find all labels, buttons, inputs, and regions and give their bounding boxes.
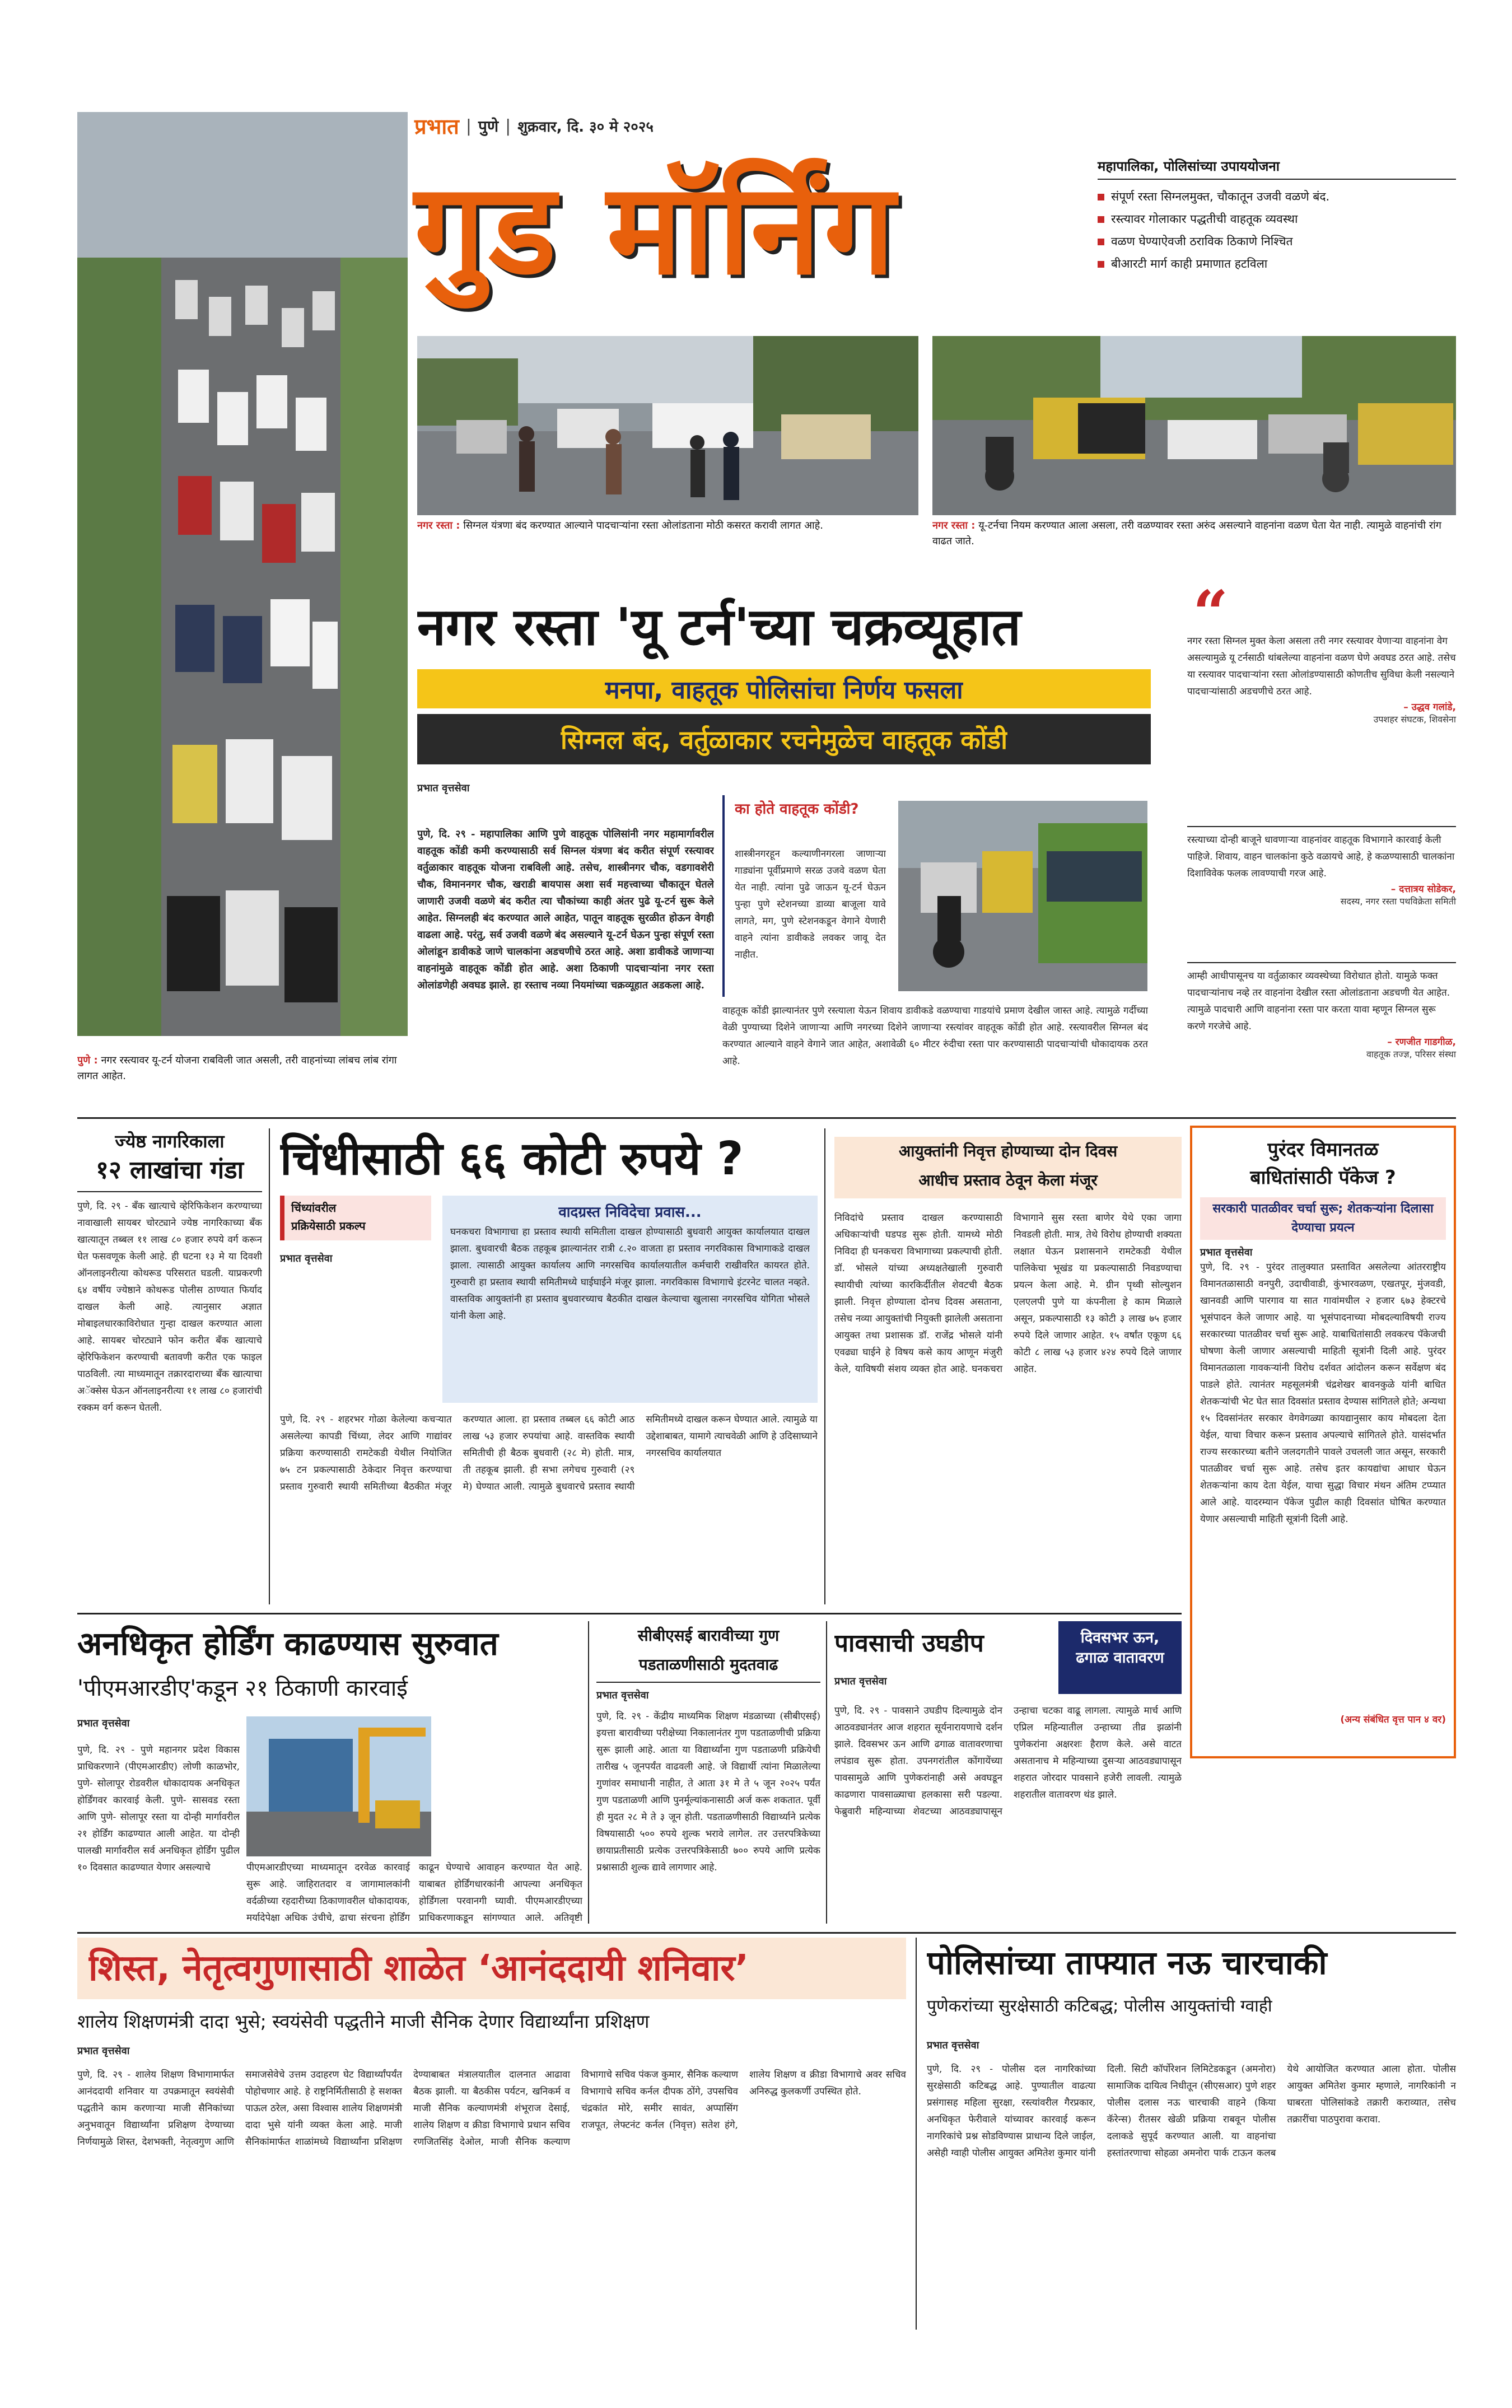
police-byline: प्रभात वृत्तसेवा [927,2040,979,2051]
highlight-item: वळण घेण्याऐवजी ठराविक ठिकाणे निश्चित [1098,230,1456,253]
paus-byline: प्रभात वृत्तसेवा [834,1676,887,1687]
pedestrian-crossing-photo [417,336,918,515]
cbse-byline: प्रभात वृत्तसेवा [596,1690,649,1701]
chindhi-byline: प्रभात वृत्तसेवा [280,1253,333,1264]
left-photo-caption: पुणे : नगर रस्त्यावर यू-टर्न योजना राबविली जात असली, तरी वाहनांच्या लांबच लांब रांगा लागत आहेत. [77,1054,397,1082]
main-story-body: पुणे, दि. २९ - महापालिका आणि पुणे वाहतूक पोलिसांनी नगर महामार्गावरील वाहतूक कोंडी कमी करण्यासाठी सर्व सिग्नल यंत्रणा बंद करीत संपूर्ण रस्त्यावर वर्तुळाकार वाहतूक योजना राबविली आहे. तसेच, शास्त्रीनगर चौक, वडगावशेरी चौक, विमाननगर चौक, खराडी बायपास अशा सर्व महत्त्वाच्या चौकातून घेतले जाणारी उजवी वळणे बंद करीत त्या चौकांच्या काही अंतर पुढे यू-टर्न सुरू केले आहेत. सिग्नलही बंद करण्यात आले आहेत, पातून वाहतूक सुरळीत होऊन वेगही वाढला आहे. परंतु, सर्व उजवी वळणे बंद असल्याने यू-टर्न घेऊन पुन्हा संपूर्ण रस्ता ओलांडून डावीकडे जाणे चालकांना अडचणीचे ठरत आहे. अशा डावीकडे जाणाऱ्या वाहनांमुळे वाहतूक कोंडी होत आहे. अशा ठिकाणी पादचाऱ्यांना नगर रस्ता ओलांडणेही अवघड झाले. हा रस्ताच नव्या नियमांच्या चक्रव्यूहात अडकला आहे. [417,828,714,991]
u-turn-traffic-photo [932,336,1456,515]
cbse-body: पुणे, दि. २९ - केंद्रीय माध्यमिक शिक्षण मंडळाच्या (सीबीएसई) इयत्ता बारावीच्या परीक्षेच्या निकालानंतर गुण पडताळणीची प्रक्रिया सुरू झाली आहे. आता या विद्यार्थ्यांना गुण पडताळणी प्रक्रियेची तारीख ५ जूनपर्यंत वाढवली आहे. जे विद्यार्थी त्यांना मिळालेल्या गुणांवर समाधानी नाहीत, ते आता ३१ मे ते ५ जून २०२५ पर्यंत गुण पडताळणी आणि पुनर्मूल्यांकनासाठी अर्ज करू शकतात. पूर्वी ही मुदत २८ मे ते ३ जून होती. पडताळणीसाठी विद्यार्थ्याने प्रत्येक विषयासाठी ५०० रुपये शुल्क भरावे लागेल. तर उत्तरपत्रिकेच्या छायाप्रतीसाठी प्रत्येक उत्तरपत्रिकेसाठी ७०० रुपये आणि प्रत्येक प्रश्नासाठी शुल्क द्यावे लागणार आहे. [596,1711,820,1873]
cbse-headline: सीबीएसई बारावीच्या गुण पडताळणीसाठी मुदतवाढ [596,1621,820,1683]
brand-logo: प्रभात [414,114,459,139]
paus-headline: पावसाची उघडीप [834,1629,984,1658]
shista-body: पुणे, दि. २९ - शालेय शिक्षण विभागामार्फत आनंददायी शनिवार या उपक्रमातून स्वयंसेवी पद्धतीने काम करणाऱ्या माजी सैनिकांच्या अनुभवातून विद्यार्थ्यांना प्रशिक्षण देण्याच्या निर्णयामुळे शिस्त, देशभक्ती, नेतृत्वगुण आणि समाजसेवेचे उत्तम उदाहरण घेट विद्यार्थ्यांपर्यंत पोहोचणार आहे. हे राष्ट्रनिर्मितीसाठी हे सशक्त पाऊल ठरेल, असा विश्वास शालेय शिक्षणमंत्री दादा भुसे यांनी व्यक्त केला आहे. माजी सैनिकांमार्फत शाळांमध्ये विद्यार्थ्यांना प्रशिक्षण देण्याबाबत मंत्रालयातील दालनात आढावा बैठक झाली. या बैठकीस पर्यटन, खनिकर्म व माजी सैनिक कल्याणमंत्री शंभूराज देसाई, शालेय शिक्षण व क्रीडा विभागाचे प्रधान सचिव रणजितसिंह देओल, माजी सैनिक कल्याण विभागाचे सचिव पंकज कुमार, सैनिक कल्याण विभागाचे सचिव कर्नल दीपक ठोंगे, उपसचिव चंद्रकांत मोरे, समीर सावंत, अप्पासिंग राजपूत, लेफ्टनंट कर्नल (निवृत्त) सतेश हंगे, शालेय शिक्षण व क्रीडा विभागाचे अवर सचिव अनिरुद्ध कुलकर्णी उपस्थित होते. [77,2069,906,2148]
hoarding-body: पुणे, दि. २९ - पुणे महानगर प्रदेश विकास प्राधिकरणाने (पीएमआरडीए) लोणी काळभोर, पुणे- सोलापूर रोडवरील धोकादायक अनधिकृत होर्डिंगवर कारवाई केली. पुणे- सासवड रस्ता आणि पुणे- सोलापूर रस्ता या दोन्ही मार्गावरील २१ होर्डिंग काढण्यात आली आहेत. या दोन्ही पालखी मार्गावरील सर्व अनधिकृत होर्डिंग पुढील १० दिवसात काढण्यात येणार असल्याचे [77,1744,240,1873]
hoarding-body-continued: पीएमआरडीएच्या माध्यमातून दरवेळ कारवाई सुरू आहे. जाहिरातदार व जागामालकांनी वर्दळीच्या रहदारीच्या ठिकाणावरील धोकादायक, मर्यादेपेक्षा अधिक उंचीचे, ढाचा संरचना होर्डिंग काढून घेण्याचे आवाहन करण्यात येत आहे. याबाबत होर्डिंगधारकांनी आपल्या अनधिकृत होर्डिंगला परवानगी घ्यावी. पीएमआरडीएच्या प्राधिकरणाकडून सांगण्यात आले. अतिवृष्टी [246,1862,582,1924]
ayukta-body: निविदांचे प्रस्ताव दाखल करण्यासाठी अधिकाऱ्यांची घडपड सुरू होती. यामध्ये मोठी निविदा ही घनकचरा विभागाच्या प्रकल्पाची होती. डॉ. भोसले यांच्या अध्यक्षतेखाली गुरुवारी स्थायीची त्यांच्या कारकिर्दीतील शेवटची बैठक झाली. निवृत्त होण्याला दोनच दिवस असताना, तसेच नव्या आयुक्तांची नियुक्ती झालेली असताना आयुक्त तथा प्रशासक डॉ. राजेंद्र भोसले यांनी एवढ्या घाईने हे विषय कसे काय आणून मंजुरी केले, याविषयी संशय व्यक्त होत आहे. घनकचरा विभागाने सुस रस्ता बाणेर येथे एका जागा निवडली होती. मात्र, तेथे विरोध होण्याची शक्यता लक्षात घेऊन प्रशासनाने रामटेकडी येथील पालिकेचा भूखंड या प्रकल्पासाठी निवडण्याचा प्रयत्न केला आहे. मे. ग्रीन पृथ्वी सोल्युशन एलएलपी पुणे या कंपनीला हे काम मिळाले असून, प्रकल्पासाठी १३ कोटी ३ लाख ७५ हजार रुपये दिले जाणार आहेत. १५ वर्षांत एकूण ६६ कोटी ८ लाख ५३ हजार ४२४ रुपये दिले जाणार आहेत. [834,1212,1182,1375]
main-headline: नगर रस्ता 'यू टर्न'च्या चक्रव्यूहात [417,597,1021,657]
shista-deck: शालेय शिक्षणमंत्री दादा भुसे; स्वयंसेवी पद्धतीने माजी सैनिक देणार विद्यार्थ्यांना प्रशिक्षण [77,2010,650,2032]
quote-2: रस्त्याच्या दोन्ही बाजूने धावणाऱ्या वाहनांवर वाहतूक विभागाने कारवाई केली पाहिजे. शिवाय, वाहन चालकांना कुठे वळायचे आहे, हे कळण्यासाठी चालकांना दिशाविवेक फलक लावण्याची गरज आहे. – दत्तात्रय सोडेकर, सदस्य, नगर रस्ता पथविक्रेता समिती [1187,834,1456,907]
main-byline: प्रभात वृत्तसेवा [417,782,470,794]
traffic-jam-photo [77,112,408,1053]
masthead-title: गुड मॉर्निंग [414,156,899,303]
main-deck2: सिग्नल बंद, वर्तुळाकार रचनेमुळेच वाहतूक कोंडी [417,714,1151,764]
jyeshtha-story: ज्येष्ठ नागरिकाला १२ लाखांचा गंडा पुणे, दि. २९ - बँक खात्याचे व्हेरिफिकेशन करण्याच्या नावाखाली सायबर चोरट्याने ज्येष्ठ नागरिकाच्या बँक खात्यातून तब्बल ११ लाख ८० हजार रुपये वर्ग करून घेत फसवणूक केली आहे. ही घटना १३ मे या दिवशी ऑनलाइनरीत्या कोथरूड परिसरात घडली. याप्रकरणी ६४ वर्षीय ज्येष्ठाने कोथरूड पोलीस ठाण्यात फिर्याद दाखल केली आहे. त्यानुसार अज्ञात मोबाइलधारकाविरोधात गुन्हा दाखल करण्यात आला आहे. सायबर चोरट्याने फोन करीत बँक खात्याचे व्हेरिफिकेशन करण्याची बतावणी करीत एक फाइल पाठविली. त्या माध्यमातून तक्रारदाराच्या बँक खात्याचा अॅक्सेस घेऊन ऑनलाइनरीत्या ११ लाख ८० हजारांची रक्कम वर्ग करून घेतली. [77,1131,262,1413]
highlights-heading: महापालिका, पोलिसांच्या उपाययोजना [1098,157,1456,180]
quote-3: आम्ही आधीपासूनच या वर्तुळाकार व्यवस्थेच्या विरोधात होतो. यामुळे फक्त पादचाऱ्यांनाच नव्हे तर वाहनांना देखील रस्ता ओलांडताना अडचणी येत आहेत. त्यामुळे पादचारी आणि वाहनांना रस्ता पार करता यावा म्हणून सिग्नल सुरू करणे गरजेचे आहे. – रणजीत गाडगीळ, वाहतूक तज्ज्ञ, परिसर संस्था [1187,970,1456,1060]
quote-mark-icon: “ [1193,577,1229,649]
purandar-story: पुरंदर विमानतळ बाधितांसाठी पॅकेज ? सरकारी पातळीवर चर्चा सुरू; शेतकऱ्यांना दिलासा देण्याचा प्रयत्न प्रभात वृत्तसेवा पुणे, दि. २९ - पुरंदर तालुक्यात प्रस्तावित असलेल्या आंतरराष्ट्रीय विमानतळासाठी वनपुरी, उदाचीवाडी, कुंभारवळण, एखतपूर, मुंजवडी, खानवडी आणि पारगाव या सात गावांमधील २ हजार ६७३ हेक्टरचे भूसंपादन केले जाणार आहे. या भूसंपादनाच्या मोबदल्याविषयी राज्य सरकारच्या पातळीवर चर्चा सुरू आहे. याबाधितांसाठी लवकरच पॅकेजची घोषणा केली जाणार असल्याची माहिती सूत्रांनी दिली आहे. पुरंदर विमानतळाला गावकऱ्यांनी विरोध दर्शवत आंदोलन करून सर्वेक्षण बंद पाडले होते. त्यानंतर महसूलमंत्री चंद्रशेखर बावनकुळे यांनी बाधित शेतकऱ्यांची भेट घेत सात दिवसांत प्रस्ताव देण्यास सांगितले होते; अन्यथा १५ दिवसांनंतर सरकार वेगवेगळ्या कायद्यानुसार काय मोबदला देता येईल, याचा विचार करून प्रस्ताव अपल्याचे सांगितले होते. यासंदर्भात राज्य सरकारच्या बतीने जलदगतीने पावले उचलली जात असून, सरकारी पातळीवर चर्चा सुरू आहे. तसेच इतर कायद्यांचा आधार घेऊन शेतकऱ्यांना काय देता येईल, याचा सुद्धा विचार मंथन अंतिम टप्प्यात आले आहे. यादरम्यान पॅकेज पुढील काही दिवसांत घोषित करण्यात येणार असल्याची माहिती सूत्रांनी दिली आहे. (अन्य संबंधित वृत्त पान ४ वर) [1190,1126,1456,1758]
paus-box: दिवसभर ऊन, ढगाळ वातावरण [1058,1621,1182,1694]
hoarding-removal-photo [246,1716,431,1856]
highlights-box [1098,157,1456,314]
edition-date: शुक्रवार, दि. ३० मे २०२५ [517,119,654,136]
edition-city: पुणे [478,117,499,136]
police-body: पुणे, दि. २९ - पोलीस दल नागरिकांच्या सुरक्षेसाठी कटिबद्ध आहे. पुण्यातील वाढत्या प्रसंगासह महिला सुरक्षा, रस्त्यांवरील गैरप्रकार, अनधिकृत फेरीवाले यांच्यावर कारवाई करून नागरिकांचे प्रश्न सोडविण्यास प्राधान्य दिले जाईल, असेही ग्वाही पोलीस आयुक्त अमितेश कुमार यांनी दिली. सिटी कॉर्पोरेशन लिमिटेडकडून (अमनोरा) सामाजिक दायित्व निधीतून (सीएसआर) पुणे शहर पोलीस दलास नऊ चारचाकी वाहने (किया कॅरेन्स) रीतसर खेळी प्रक्रिया राबवून पोलीस दलाकडे सुपूर्द करण्यात आली. या वाहनांचा हस्तांतरणाचा सोहळा अमनोरा पार्क टाऊन कलब येथे आयोजित करण्यात आला होता. पोलीस आयुक्त अमितेश कुमार म्हणाले, नागरिकांनी न घाबरता पोलिसांकडे तक्रारी कराव्यात, तसेच तक्रारींचा पाठपुरावा करावा. [927,2064,1456,2159]
chindhi-tag: चिंध्यांवरील प्रक्रियेसाठी प्रकल्प [280,1196,431,1240]
police-deck: पुणेकरांच्या सुरक्षेसाठी कटिबद्ध; पोलीस आयुक्तांची ग्वाही [927,1996,1272,2016]
quote-1: नगर रस्ता सिग्नल मुक्त केला असला तरी नगर रस्त्यावर येणाऱ्या वाहनांना वेग असल्यामुळे यू टर्नसाठी थांबलेल्या वाहनांना वळण घेणे अवघड ठरत आहे. तसेच या रस्त्यावर पादचाऱ्यांना रस्ता ओलांडण्यासाठी कोणतीच सुविधा केली नसल्याने पादचाऱ्यांसाठी अडचणीचे ठरत आहे. – उद्धव गलांडे, उपशहर संघटक, शिवसेना [1187,636,1456,725]
highlight-item: रस्त्यावर गोलाकार पद्धतीची वाहतूक व्यवस्था [1098,208,1456,230]
masthead-line: प्रभात | पुणे | शुक्रवार, दि. ३० मे २०२५ [414,112,1086,140]
why-box [722,795,1148,997]
hoarding-headline: अनधिकृत होर्डिंग काढण्यास सुरुवात [77,1625,498,1663]
highlight-item: संपूर्ण रस्ता सिग्नलमुक्त, चौकातून उजवी वळणे बंद. [1098,185,1456,208]
police-headline: पोलिसांच्या ताफ्यात नऊ चारचाकी [927,1944,1327,1982]
photo1-caption: नगर रस्ता : सिग्नल यंत्रणा बंद करण्यात आल्याने पादचाऱ्यांना रस्ता ओलांडताना मोठी कसरत करावी लागत आहे. [417,520,823,531]
chindhi-body: पुणे, दि. २९ - शहरभर गोळा केलेल्या कचऱ्यात असलेल्या कापडी चिंध्या, लेदर आणि गाद्यांवर प्रक्रिया करण्यासाठी रामटेकडी येथील नियोजित ७५ टन प्रकल्पासाठी ठेकेदार निवृत्त करण्याचा प्रस्ताव गुरुवारी स्थायी समितीच्या बैठकीत मंजूर करण्यात आला. हा प्रस्ताव तब्बल ६६ कोटी आठ लाख ५३ हजार रुपयांचा आहे. वास्तविक स्थायी समितीची ही बैठक बुधवारी (२८ मे) होती. मात्र, ती तहकूब झाली. ही सभा लगेचच गुरुवारी (२९ मे) घेण्यात आली. त्यामुळे बुधवारचे प्रस्ताव स्थायी समितीमध्ये दाखल करून घेण्यात आले. त्यामुळे या उद्देशाबाबत, यामागे त्याचवेळी आणि हे उदिसाघ्याने नगरसचिव कार्यालयात [280,1414,818,1492]
main-deck1: मनपा, वाहतूक पोलिसांचा निर्णय फसला [417,669,1151,708]
shista-headline-band: शिस्त, नेतृत्वगुणासाठी शाळेत ‘आनंददायी शनिवार’ [77,1938,906,1999]
bike-traffic-photo [898,801,1147,991]
shista-byline: प्रभात वृत्तसेवा [77,2045,130,2057]
chindhi-box: वादग्रस्त निविदेचा प्रवास... घनकचरा विभागाचा हा प्रस्ताव स्थायी समितीला दाखल होण्यासाठी बुधवारी आयुक्त कार्यालयात दाखल झाला. बुधवारची बैठक तहकूब झाल्यानंतर रात्री ८.२० वाजता हा प्रस्ताव नगरविकास विभागाकडे दाखल झाला. त्यासाठी आयुक्त कार्यालय आणि नगरसचिव कार्यालयातील कर्मचारी राखीवरित कायरत होते. गुरुवारी हा प्रस्ताव स्थायी समितीमध्ये घाईघाईने मंजूर झाला. नगरविकास विभागाचे इंटरनेट चालत नव्हते. वास्तविक आयुक्तांनी हा प्रस्ताव बुधवारच्याच बैठकीत दाखल केल्याचा खुलासा नगरसचिव योगिता भोसले यांनी केला आहे. [442,1196,818,1403]
highlight-item: बीआरटी मार्ग काही प्रमाणात हटविला [1098,253,1456,275]
why-box-body: शास्त्रीनगरहून कल्याणीनगरला जाणाऱ्या गाड्यांना पूर्वीप्रमाणे सरळ उजवे वळण घेता येत नाही. त्यांना पुढे जाऊन यू-टर्न घेऊन पुन्हा पुणे स्टेशनच्या डाव्या बाजूला यावे लागते, मग, पुणे स्टेशनकडून वेगाने येणारी वाहने त्यांना डावीकडे लवकर जावू देत नाहीत. [735,848,886,960]
photo2-caption: नगर रस्ता : यू-टर्नचा नियम करण्यात आला असला, तरी वळण्यावर रस्ता अरुंद असल्याने वाहनांना वळण घेता येत नाही. त्यामुळे वाहनांची रांग वाढत जाते. [932,520,1441,547]
ayukta-headline-box: आयुक्तांनी निवृत्त होण्याच्या दोन दिवस आधीच प्रस्ताव ठेवून केला मंजूर [834,1137,1182,1198]
hoarding-byline: प्रभात वृत्तसेवा [77,1718,130,1729]
paus-body: पुणे, दि. २९ - पावसाने उघडीप दिल्यामुळे दोन आठवड्यानंतर आज शहरात सूर्यनारायणाचे दर्शन झाले. दिवसभर ऊन आणि ढगाळ वातावरणाचा लपंडाव सुरू होता. उपनगरांतील कोंगायेंच्या पावसामुळे आणि पुणेकरांनाही असे अवघडून काढणारा पावसाळ्याचा हलकासा सरी पडल्या. फेब्रुवारी महिन्याच्या शेवटच्या आठवड्यापासून उन्हाचा चटका वाढू लागला. त्यामुळे मार्च आणि एप्रिल महिन्यातील उन्हाच्या तीव्र झळांनी पुणेकरांना अक्षरशः हैराण केले. असे वाटत असतानाच मे महिन्याच्या दुसऱ्या आठवड्यापासून शहरात जोरदार पावसाने हजेरी लावली. त्यामुळे शहरातील वातावरण थंड झाले. [834,1705,1182,1817]
main-story-body-continued: वाहतूक कोंडी झाल्यानंतर पुणे रस्त्याला येऊन शिवाय डावीकडे वळण्याचा गाडयांचे प्रमाण देखील जास्त आहे. त्यामुळे गर्दीच्या वेळी पुण्याच्या दिशेने जाणाऱ्या आणि नगरच्या दिशेने जाणाऱ्या रस्त्यांवर वाहतूक कोंडी होत आहे. रस्त्यावरील सिग्नल बंद करण्यात आल्याने वाहने वेगाने जात आहेत, अशावेळी ६० मीटर रुंदीचा रस्ता पार करण्यासाठी पादचाऱ्यांची धोकादायक ठरत आहे. [722,1005,1148,1067]
why-box-title: का होते वाहतूक कोंडी? [735,801,859,818]
chindhi-body-col1 [280,1277,431,1400]
chindhi-headline: चिंधीसाठी ६६ कोटी रुपये ? [280,1132,744,1186]
hoarding-deck: 'पीएमआरडीए'कडून २१ ठिकाणी कारवाई [77,1676,408,1701]
hoarding-body-right [440,1716,582,1856]
